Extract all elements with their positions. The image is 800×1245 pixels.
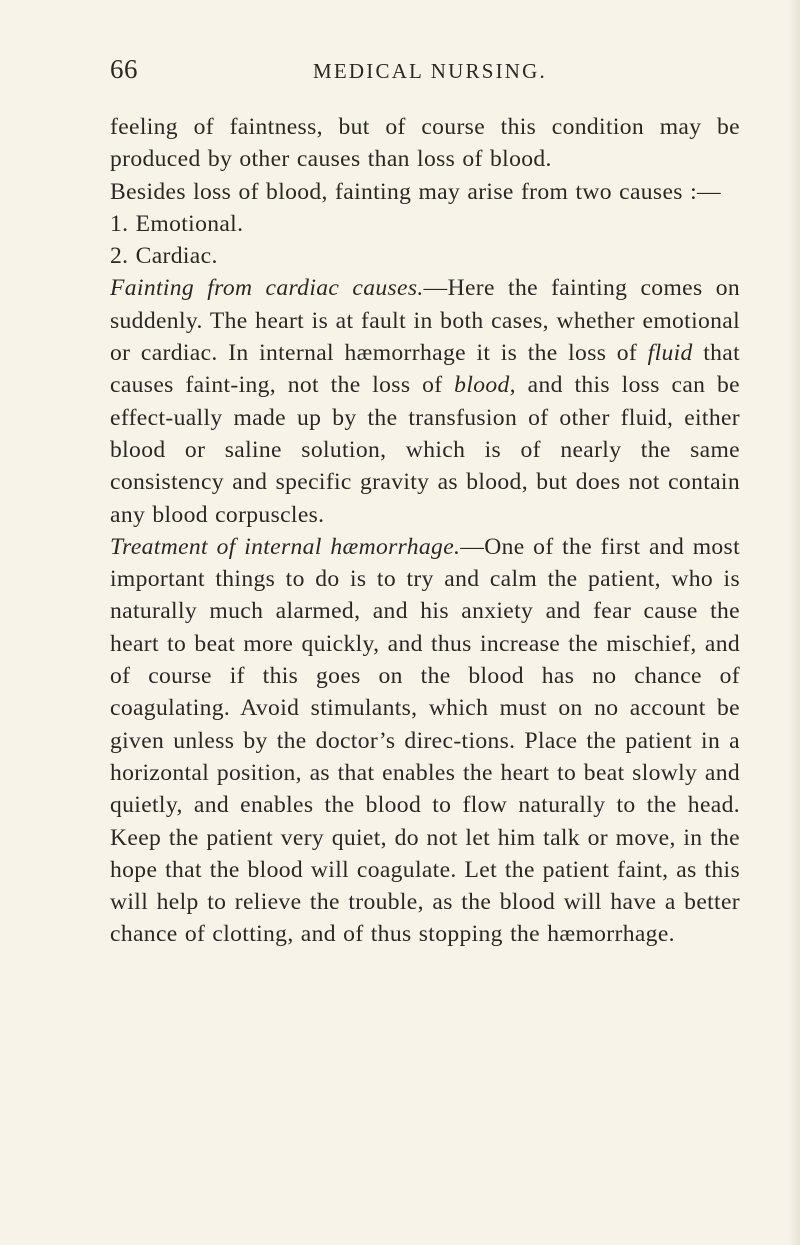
- section-heading-treatment: Treatment of internal hæmorrhage.: [110, 533, 461, 560]
- list-item-emotional: 1. Emotional.: [110, 210, 244, 237]
- list-item-cardiac: 2. Cardiac.: [110, 243, 218, 270]
- paragraph-treatment-text: —One of the first and most important things to do is to try and calm the patient, who is naturally much alarmed, and his anxiety and fear cause the heart to beat more quickly, and thus increase the mischief, and of course if this goes on the blood has no chance of coagulating. Avoid stimulants, which must on no account be given unless by the doctor’s direc-tions. Place the patient in a horizontal position, as that enables the heart to beat slowly and quietly, and enables the blood to flow naturally to the head. Keep the patient very quiet, do not let him talk or move, in the hope that the blood will coagulate. Let the patient faint, as this will help to relieve the trouble, as the blood will have a better chance of clotting, and of thus stopping the hæmorrhage.: [110, 533, 740, 948]
- emphasis-blood: blood,: [454, 372, 516, 399]
- paragraph-cardiac-text-a: —Here the fainting comes on suddenly. The heart is at fault in both cases, whether emotional or cardiac. In internal hæmorrhage it is the loss of: [110, 275, 740, 367]
- paragraph-cardiac-text-c: and this loss can be effect-ually made up by the transfusion of other fluid, either blood or saline solution, which is of nearly the same consistency and specific gravity as blood, but does not contain any blood corpuscles.: [110, 372, 740, 528]
- body-text: [110, 111, 740, 951]
- paragraph-cardiac-text-b: that causes faint-ing, not the loss of: [110, 340, 740, 399]
- page-edge-shadow: [788, 0, 800, 1245]
- page-number: 66: [110, 54, 138, 84]
- emphasis-fluid: fluid: [647, 340, 693, 367]
- paragraph-2: Besides loss of blood, fainting may arise from two causes :—: [110, 178, 721, 205]
- paragraph-treatment: [110, 531, 740, 951]
- paragraph-1: feeling of faintness, but of course this condition may be produced by other causes than loss of blood.: [110, 114, 740, 173]
- running-title: MEDICAL NURSING.: [313, 59, 547, 83]
- paragraph-cardiac-causes: [110, 272, 740, 530]
- section-heading-cardiac: Fainting from cardiac causes.: [110, 275, 424, 302]
- running-head: [110, 52, 750, 86]
